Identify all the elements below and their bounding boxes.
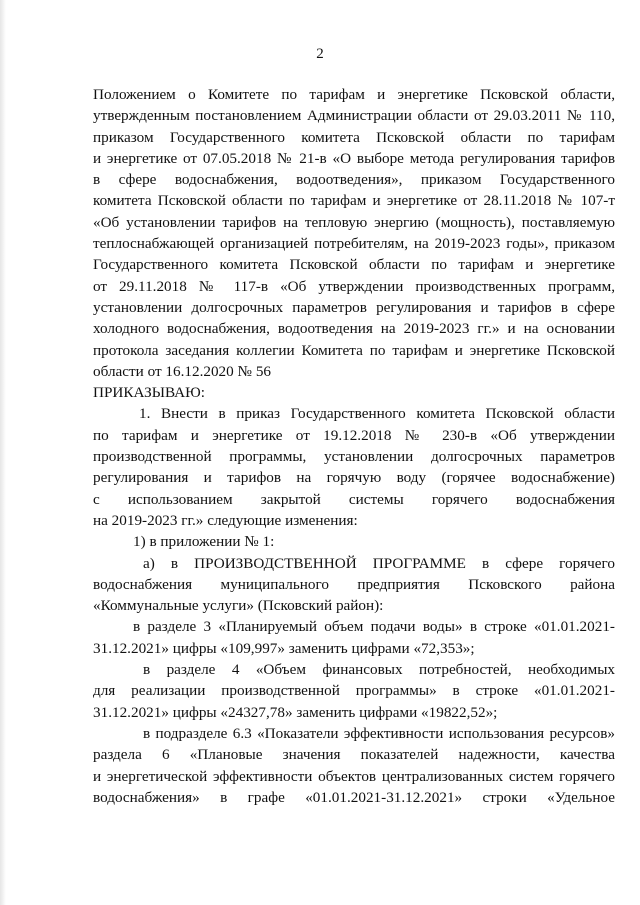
text-line: теплоснабжающей организацией потребителям, на 2019-2023 годы», приказом: [93, 235, 615, 253]
scan-edge: [0, 0, 6, 905]
document-body: [93, 84, 615, 808]
text-line: по тарифам и энергетике от 19.12.2018 № 230-в «Об утверждении: [93, 426, 615, 444]
text-line: в разделе 4 «Объем финансовых потребностей, необходимых: [143, 661, 615, 679]
text-line: «Коммунальные услуги» (Псковский район):: [93, 597, 384, 615]
text-line: 31.12.2021» цифры «109,997» заменить цифрами «72,353»;: [93, 639, 475, 657]
text-line: протокола заседания коллегии Комитета по тарифам и энергетике Псковской: [93, 341, 615, 359]
text-line: установлении долгосрочных параметров регулирования и тарифов в сфере: [93, 298, 615, 316]
text-line: приказом Государственного комитета Псковской области по тарифам: [93, 128, 615, 146]
text-line: и энергетике от 07.05.2018 № 21-в «О выборе метода регулирования тарифов: [93, 149, 615, 167]
text-line: Государственного комитета Псковской области по тарифам и энергетике: [93, 256, 615, 274]
text-line: раздела 6 «Плановые значения показателей надежности, качества: [93, 746, 615, 764]
text-line: регулирования и тарифов на горячую воду (горячее водоснабжение): [93, 469, 615, 487]
text-line: в разделе 3 «Планируемый объем подачи воды» в строке «01.01.2021-: [133, 618, 615, 636]
text-line: а) в ПРОИЗВОДСТВЕННОЙ ПРОГРАММЕ в сфере горячего: [143, 554, 615, 572]
text-line: утвержденным постановлением Администрации области от 29.03.2011 № 110,: [93, 107, 615, 125]
order-heading: ПРИКАЗЫВАЮ:: [93, 384, 205, 402]
text-line: на 2019-2023 гг.» следующие изменения:: [93, 511, 358, 529]
text-line: комитета Псковской области по тарифам и энергетике от 28.11.2018 № 107-т: [93, 192, 615, 210]
text-line: водоснабжения муниципального предприятия Псковского района: [93, 575, 615, 593]
text-line: водоснабжения» в графе «01.01.2021-31.12.2021» строки «Удельное: [93, 788, 615, 806]
text-line: 31.12.2021» цифры «24327,78» заменить цифрами «19822,52»;: [93, 703, 498, 721]
text-line: «Об установлении тарифов на тепловую энергию (мощность), поставляемую: [93, 213, 615, 231]
text-line: области от 16.12.2020 № 56: [93, 362, 272, 380]
text-line: производственной программы, установлении долгосрочных параметров: [93, 448, 615, 466]
text-line: в сфере водоснабжения, водоотведения», приказом Государственного: [93, 171, 615, 189]
text-line: в подразделе 6.3 «Показатели эффективности использования ресурсов»: [143, 724, 615, 742]
text-line: 1. Внести в приказ Государственного комитета Псковской области: [139, 405, 615, 423]
text-line: холодного водоснабжения, водоотведения на 2019-2023 гг.» и на основании: [93, 320, 615, 338]
text-line: для реализации производственной программы» в строке «01.01.2021-: [93, 682, 615, 700]
text-line: с использованием закрытой системы горячего водоснабжения: [93, 490, 615, 508]
text-line: Положением о Комитете по тарифам и энергетике Псковской области,: [93, 86, 615, 103]
page-number: 2: [316, 46, 324, 62]
text-line: и энергетической эффективности объектов централизованных систем горячего: [93, 767, 615, 785]
text-line: от 29.11.2018 № 117-в «Об утверждении производственных программ,: [93, 277, 615, 295]
text-line: 1) в приложении № 1:: [133, 533, 275, 551]
